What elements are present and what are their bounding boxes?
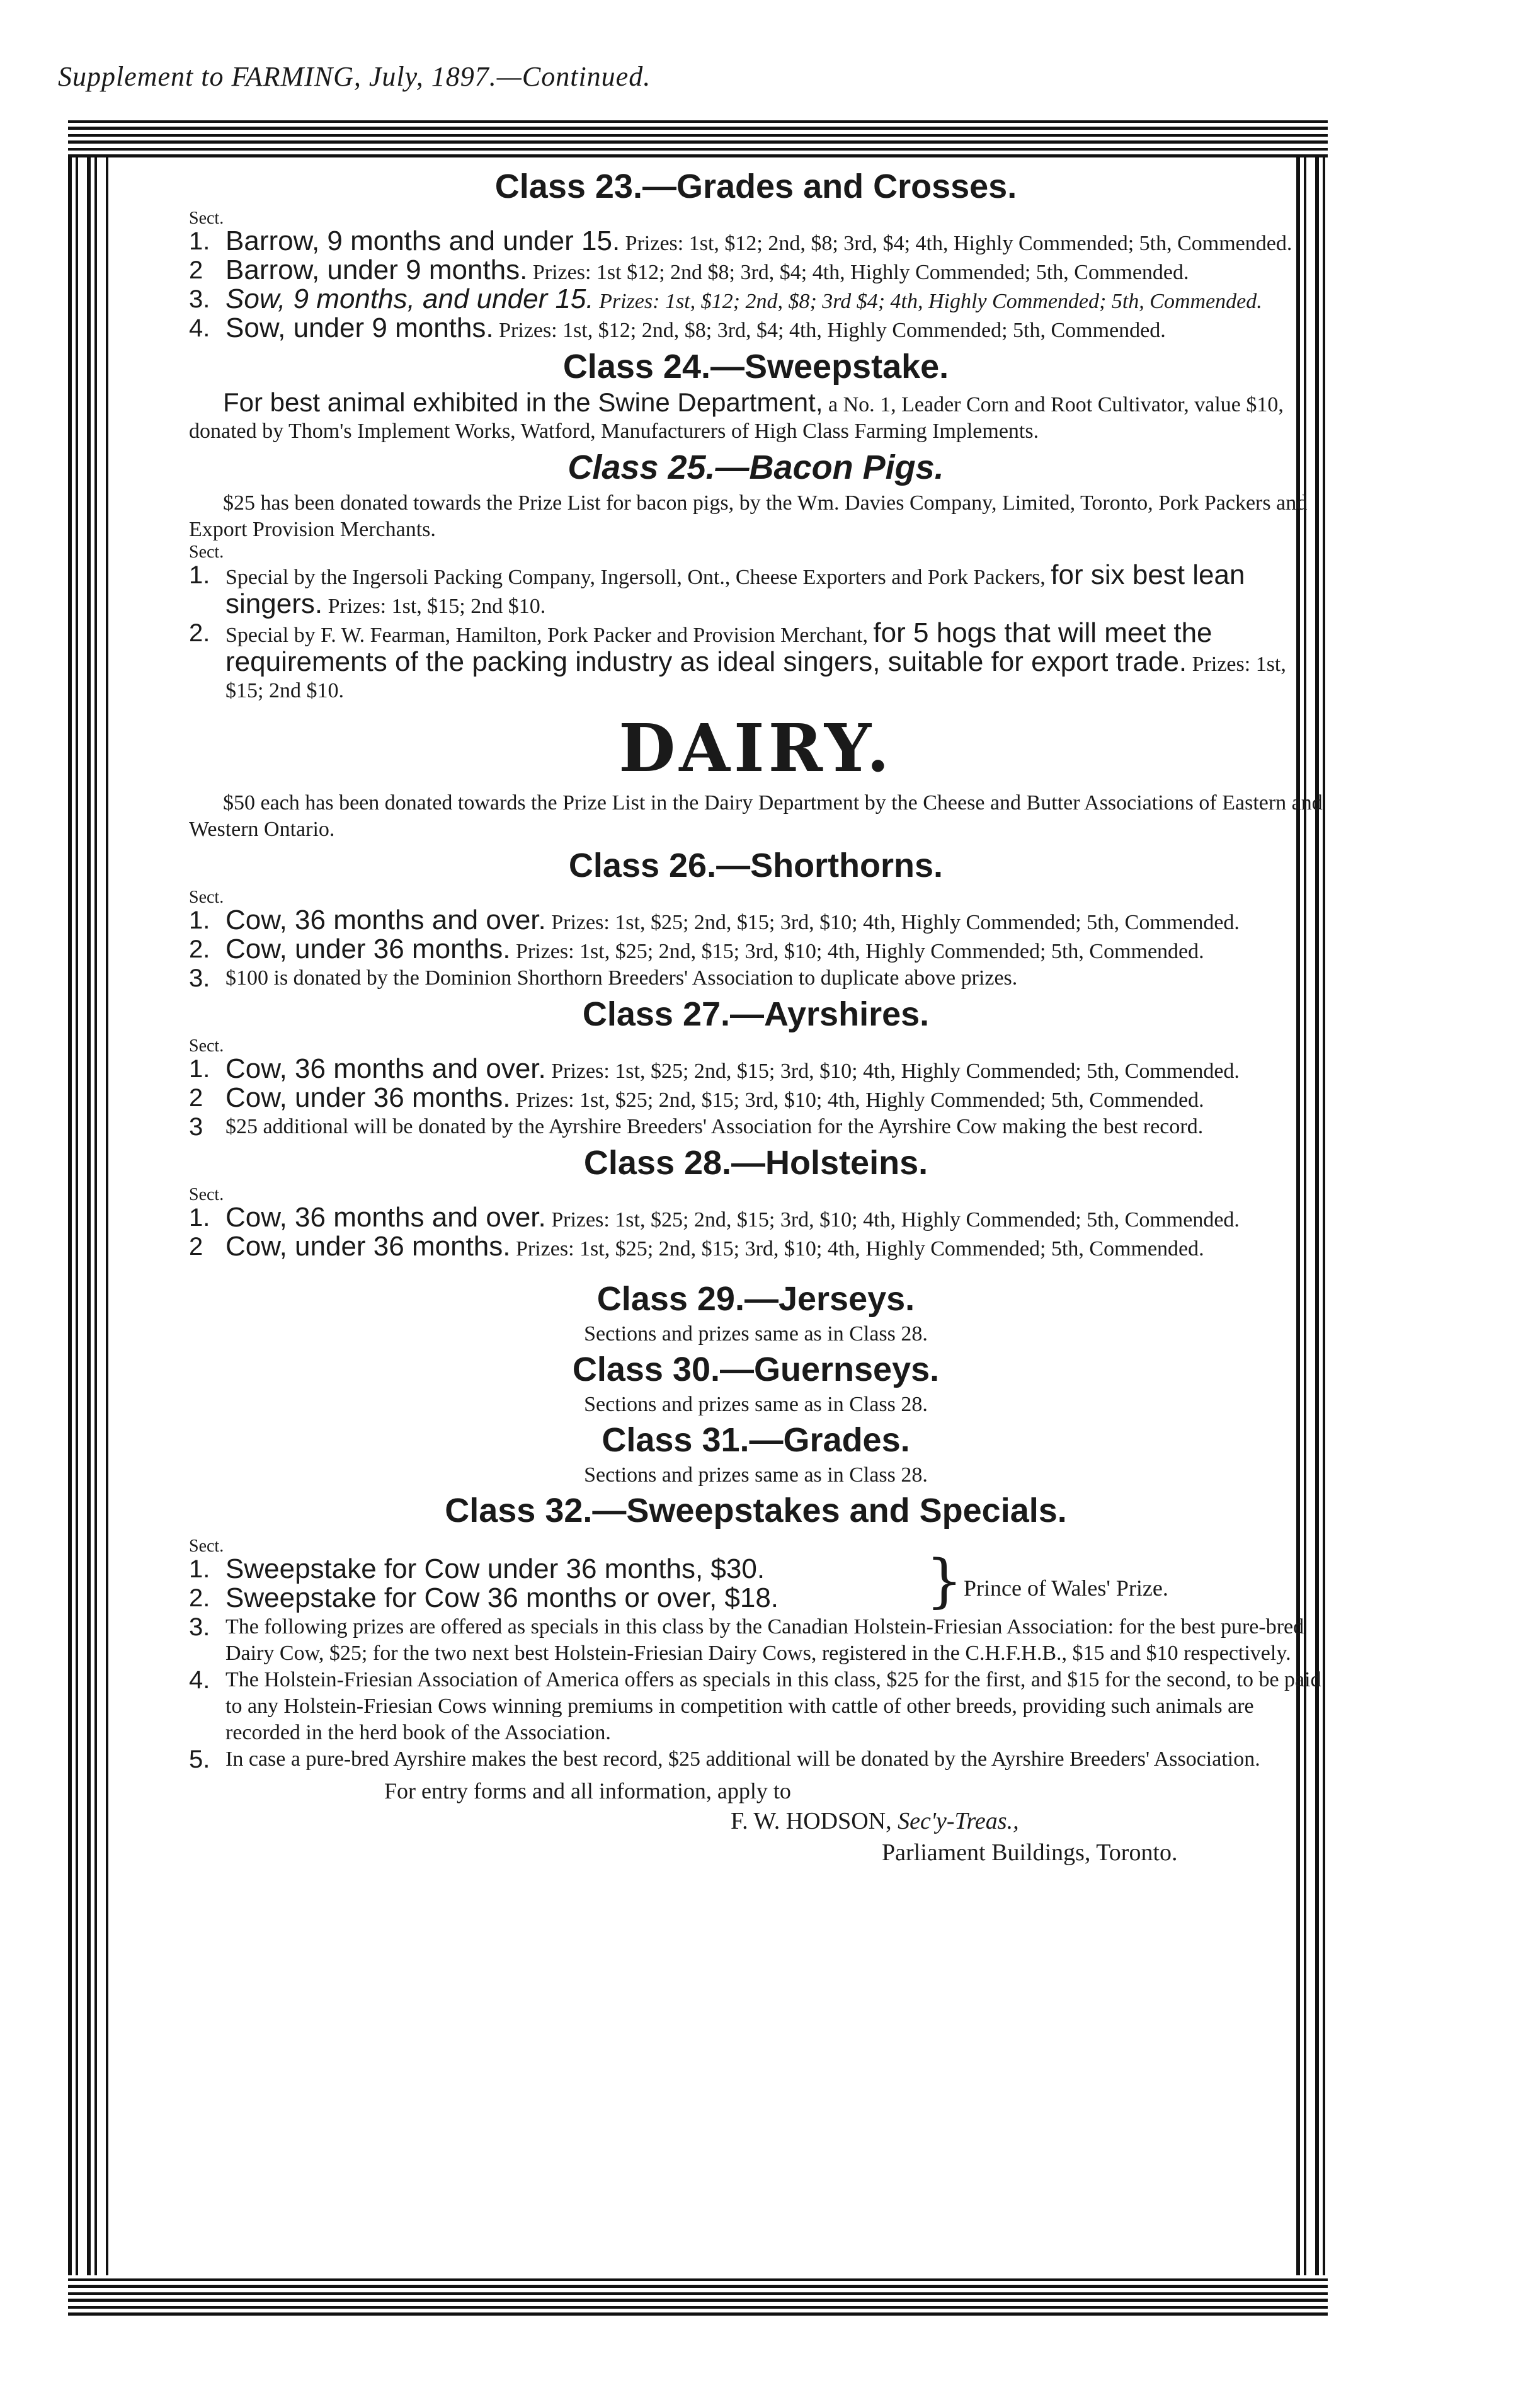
item-lead: Sow, 9 months, and under 15. <box>225 283 594 314</box>
item-lead: Barrow, under 9 months. <box>225 254 528 285</box>
item-number: 1. <box>189 227 210 255</box>
class-26-sect-label: Sect. <box>189 888 224 907</box>
item-prizes: Prizes: 1st $12; 2nd $8; 3rd, $4; 4th, Highly Commended; 5th, Commended. <box>532 261 1189 284</box>
prince-of-wales-prize: Prince of Wales' Prize. <box>964 1575 1168 1601</box>
item-number: 1. <box>189 561 210 589</box>
class-31-note: Sections and prizes same as in Class 28. <box>584 1463 928 1487</box>
running-head: Supplement to FARMING, July, 1897.—Continued. <box>58 61 651 92</box>
class-23-item-4 <box>189 312 1323 344</box>
item-prizes: Prizes: 1st, $15; 2nd $10. <box>328 595 546 618</box>
class-30-note: Sections and prizes same as in Class 28. <box>584 1393 928 1416</box>
class-32-item-4 <box>189 1667 1323 1746</box>
item-number: 4. <box>189 1666 210 1694</box>
item-number: 2 <box>189 1084 203 1112</box>
class-25-item-2 <box>189 617 1323 704</box>
class-32-heading: Class 32.—Sweepstakes and Specials. <box>445 1492 1067 1529</box>
item-pre: Special by F. W. Fearman, Hamilton, Pork Packer and Provision Merchant, <box>225 624 868 647</box>
item-number: 4. <box>189 314 210 342</box>
class-23-item-1 <box>189 228 1323 257</box>
class-26-item-2 <box>189 936 1323 965</box>
item-number: 3. <box>189 964 210 992</box>
class-27-item-2 <box>189 1082 1323 1114</box>
item-lead: Cow, under 36 months. <box>225 1082 511 1113</box>
class-28-sect-label: Sect. <box>189 1185 224 1204</box>
item-number: 1. <box>189 1555 210 1583</box>
class-25-item-1 <box>189 559 1323 620</box>
class-32-sect-label: Sect. <box>189 1536 224 1556</box>
class-24-body: a No. 1, Leader Corn and Root Cultivator, value $10, donated by Thom's Implement Works, Watford, Manufacturers of High Class Farming Implements. <box>189 393 1284 443</box>
class-27-item-3 <box>189 1114 1323 1140</box>
item-lead: Cow, 36 months and over. <box>225 1202 546 1233</box>
item-text: The following prizes are offered as specials in this class by the Canadian Holstein-Friesian Association: for the best pure-bred Dairy Cow, $25; for the two next best Holstein-Friesian Dairy Cows, registered in the C.H.F.H.B., $15 and $10 respectively. <box>225 1615 1304 1665</box>
class-23-item-2 <box>189 254 1323 286</box>
class-23-heading: Class 23.—Grades and Crosses. <box>494 168 1017 205</box>
class-29-heading: Class 29.—Jerseys. <box>596 1280 915 1318</box>
class-25-intro: $25 has been donated towards the Prize List for bacon pigs, by the Wm. Davies Company, Limited, Toronto, Pork Packers and Export Provision Merchants. <box>189 491 1308 541</box>
class-32-item-5 <box>189 1746 1323 1773</box>
page-content <box>189 164 1323 1868</box>
class-30-heading: Class 30.—Guernseys. <box>572 1351 940 1388</box>
item-lead: Sweepstake for Cow under 36 months, $30. <box>225 1553 765 1584</box>
item-lead: for 5 hogs that will meet the requirements of the packing industry as ideal singers, suitable for export trade. <box>225 617 1212 677</box>
item-number: 2 <box>189 1233 203 1260</box>
class-24-text <box>189 389 1323 445</box>
class-27-heading: Class 27.—Ayrshires. <box>582 995 930 1033</box>
class-26-item-1 <box>189 907 1323 936</box>
class-25-heading: Class 25.—Bacon Pigs. <box>568 449 944 486</box>
item-lead: Cow, under 36 months. <box>225 934 511 964</box>
footer-signature <box>189 1805 1323 1837</box>
class-27-sect-label: Sect. <box>189 1036 224 1056</box>
class-24-lead: For best animal exhibited in the Swine Department, <box>223 387 823 417</box>
footer-name: F. W. HODSON, <box>731 1808 892 1834</box>
item-prizes: $100 is donated by the Dominion Shorthorn Breeders' Association to duplicate above prizes. <box>225 966 1018 990</box>
class-26-heading: Class 26.—Shorthorns. <box>568 847 944 884</box>
dairy-heading: DAIRY. <box>619 709 893 787</box>
item-number: 2. <box>189 619 210 647</box>
class-27-item-1 <box>189 1053 1323 1085</box>
item-number: 2. <box>189 935 210 963</box>
item-text: The Holstein-Friesian Association of America offers as specials in this class, $25 for the first, and $15 for the second, to be paid to any Holstein-Friesian Cows winning premiums in competition with cattle of other breeds, providing such animals are recorded in the herd book of the Association. <box>225 1668 1321 1744</box>
brace-glyph: } <box>926 1547 963 1615</box>
item-lead: Barrow, 9 months and under 15. <box>225 226 620 256</box>
item-pre: Special by the Ingersoli Packing Company, Ingersoll, Ont., Cheese Exporters and Pork Packers, <box>225 566 1046 589</box>
item-prizes: Prizes: 1st, $25; 2nd, $15; 3rd, $10; 4th, Highly Commended; 5th, Commended. <box>515 1237 1204 1260</box>
footer-address: Parliament Buildings, Toronto. <box>882 1839 1178 1866</box>
class-32-item-3 <box>189 1614 1323 1667</box>
item-number: 3 <box>189 1113 203 1141</box>
item-prizes: Prizes: 1st, $12; 2nd, $8; 3rd, $4; 4th, Highly Commended; 5th, Commended. <box>625 232 1292 255</box>
class-25-sect-label: Sect. <box>189 542 224 562</box>
item-lead: for six best lean singers. <box>225 559 1245 619</box>
class-24-heading: Class 24.—Sweepstake. <box>562 348 949 386</box>
item-number: 1. <box>189 1055 210 1083</box>
item-number: 1. <box>189 1204 210 1232</box>
class-29-note: Sections and prizes same as in Class 28. <box>584 1322 928 1346</box>
item-prizes: Prizes: 1st, $25; 2nd, $15; 3rd, $10; 4th, Highly Commended; 5th, Commended. <box>551 1060 1240 1083</box>
item-prizes: Prizes: 1st, $25; 2nd, $15; 3rd, $10; 4th, Highly Commended; 5th, Commended. <box>551 911 1240 934</box>
item-lead: Cow, under 36 months. <box>225 1231 511 1262</box>
item-number: 3. <box>189 285 210 313</box>
item-lead: Sweepstake for Cow 36 months or over, $18. <box>225 1582 779 1613</box>
item-prizes: Prizes: 1st, $12; 2nd, $8; 3rd $4; 4th, Highly Commended; 5th, Commended. <box>599 290 1262 313</box>
item-prizes: Prizes: 1st, $15; 2nd $10. <box>225 653 1286 702</box>
dairy-intro: $50 each has been donated towards the Prize List in the Dairy Department by the Cheese and Butter Associations of Eastern and Western Ontario. <box>189 791 1323 841</box>
class-28-item-2 <box>189 1233 1323 1262</box>
item-prizes: Prizes: 1st, $25; 2nd, $15; 3rd, $10; 4th, Highly Commended; 5th, Commended. <box>551 1208 1240 1232</box>
class-23-item-3 <box>189 283 1323 315</box>
item-number: 5. <box>189 1746 210 1773</box>
class-31-heading: Class 31.—Grades. <box>602 1421 910 1459</box>
item-number: 2. <box>189 1584 210 1612</box>
item-lead: Cow, 36 months and over. <box>225 1053 546 1084</box>
item-text: In case a pure-bred Ayrshire makes the best record, $25 additional will be donated by the Ayrshire Breeders' Association. <box>225 1747 1260 1771</box>
class-23-sect-label: Sect. <box>189 209 224 228</box>
item-number: 3. <box>189 1613 210 1641</box>
item-prizes: Prizes: 1st, $12; 2nd, $8; 3rd, $4; 4th, Highly Commended; 5th, Commended. <box>499 319 1166 342</box>
item-prizes: $25 additional will be donated by the Ayrshire Breeders' Association for the Ayrshire Cow making the best record. <box>225 1115 1204 1138</box>
class-32-sweepstakes-group <box>189 1547 1323 1615</box>
item-prizes: Prizes: 1st, $25; 2nd, $15; 3rd, $10; 4th, Highly Commended; 5th, Commended. <box>515 1089 1204 1112</box>
footer-apply-line: For entry forms and all information, apply to <box>384 1778 791 1803</box>
item-number: 1. <box>189 906 210 934</box>
item-lead: Cow, 36 months and over. <box>225 905 546 935</box>
footer-role: Sec'y-Treas., <box>898 1808 1019 1834</box>
item-number: 2 <box>189 256 203 284</box>
item-prizes: Prizes: 1st, $25; 2nd, $15; 3rd, $10; 4th, Highly Commended; 5th, Commended. <box>515 940 1204 963</box>
class-26-item-3 <box>189 965 1323 992</box>
item-lead: Sow, under 9 months. <box>225 312 494 343</box>
class-28-item-1 <box>189 1204 1323 1233</box>
class-28-heading: Class 28.—Holsteins. <box>583 1144 928 1182</box>
